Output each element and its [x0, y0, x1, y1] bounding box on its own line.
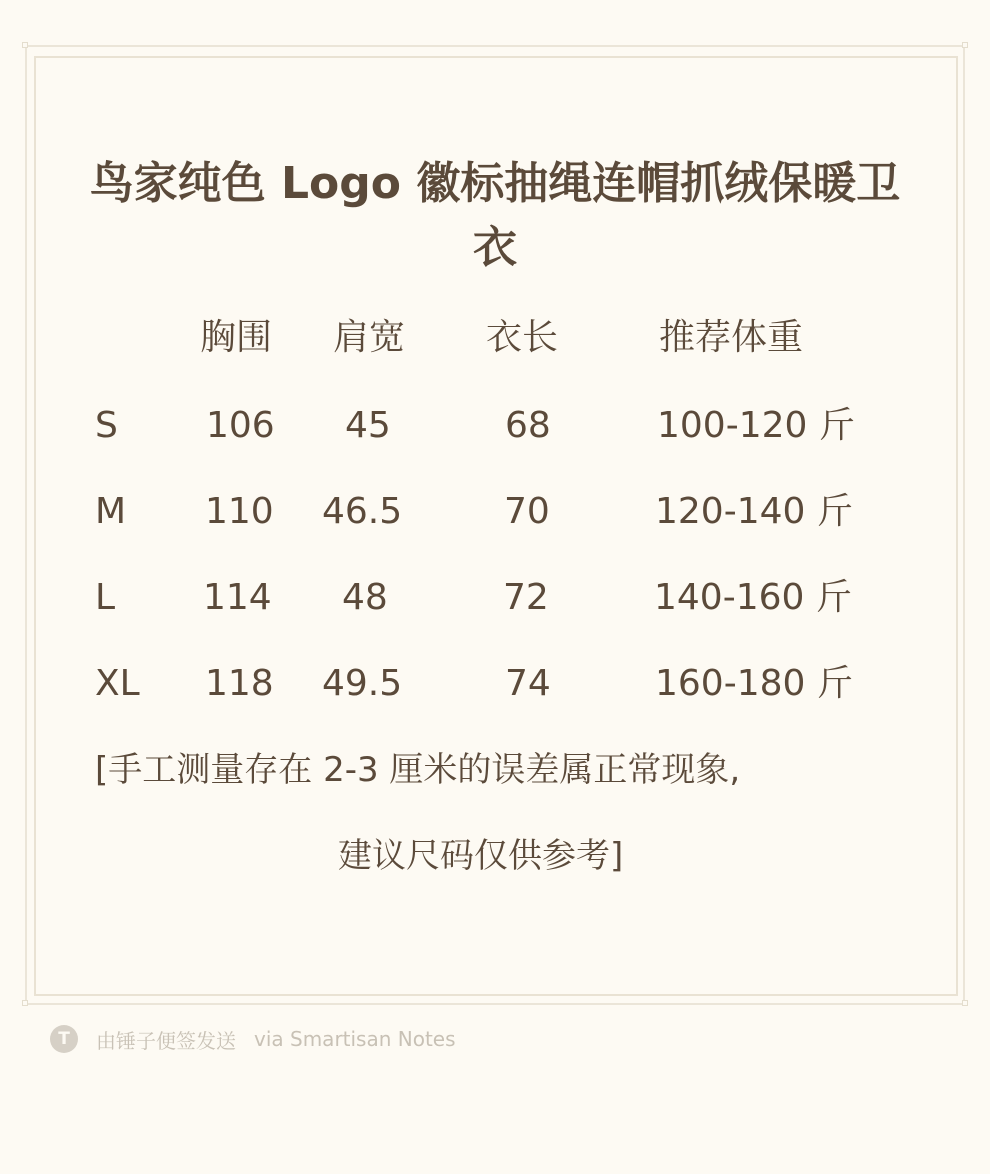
size-label: M	[95, 491, 127, 532]
footer	[50, 1024, 456, 1054]
chest-value: 106	[206, 405, 275, 446]
smartisan-t-icon: T	[50, 1025, 78, 1053]
length-value: 70	[504, 491, 550, 532]
size-label: S	[95, 405, 118, 446]
corner-ornament	[962, 1000, 968, 1006]
note-title: 鸟家纯色 Logo 徽标抽绳连帽抓绒保暖卫衣	[89, 158, 901, 273]
length-value: 74	[505, 663, 551, 704]
weight-value: 120-140 斤	[655, 491, 853, 532]
measurement-note-line1: [手工测量存在 2-3 厘米的误差属正常现象,	[95, 750, 741, 790]
header-weight: 推荐体重	[659, 317, 804, 358]
shoulder-value: 49.5	[322, 663, 403, 704]
via-label: via Smartisan Notes	[254, 1027, 456, 1051]
length-value: 68	[505, 405, 551, 446]
header-shoulder: 肩宽	[333, 317, 406, 358]
corner-ornament	[22, 42, 28, 48]
weight-value: 160-180 斤	[655, 663, 853, 704]
weight-value: 140-160 斤	[654, 577, 852, 618]
corner-ornament	[962, 42, 968, 48]
corner-ornament	[22, 1000, 28, 1006]
length-value: 72	[503, 577, 549, 618]
header-length: 衣长	[486, 317, 559, 358]
size-label: L	[95, 577, 116, 618]
shoulder-value: 48	[342, 577, 388, 618]
chest-value: 110	[205, 491, 274, 532]
shoulder-value: 45	[345, 405, 391, 446]
chest-value: 118	[205, 663, 274, 704]
chest-value: 114	[203, 577, 272, 618]
sent-by-label: 由锤子便签发送	[96, 1028, 236, 1053]
measurement-note-line2: 建议尺码仅供参考]	[338, 836, 624, 876]
weight-value: 100-120 斤	[657, 405, 855, 446]
size-label: XL	[95, 663, 140, 704]
header-chest: 胸围	[200, 317, 273, 358]
shoulder-value: 46.5	[322, 491, 403, 532]
